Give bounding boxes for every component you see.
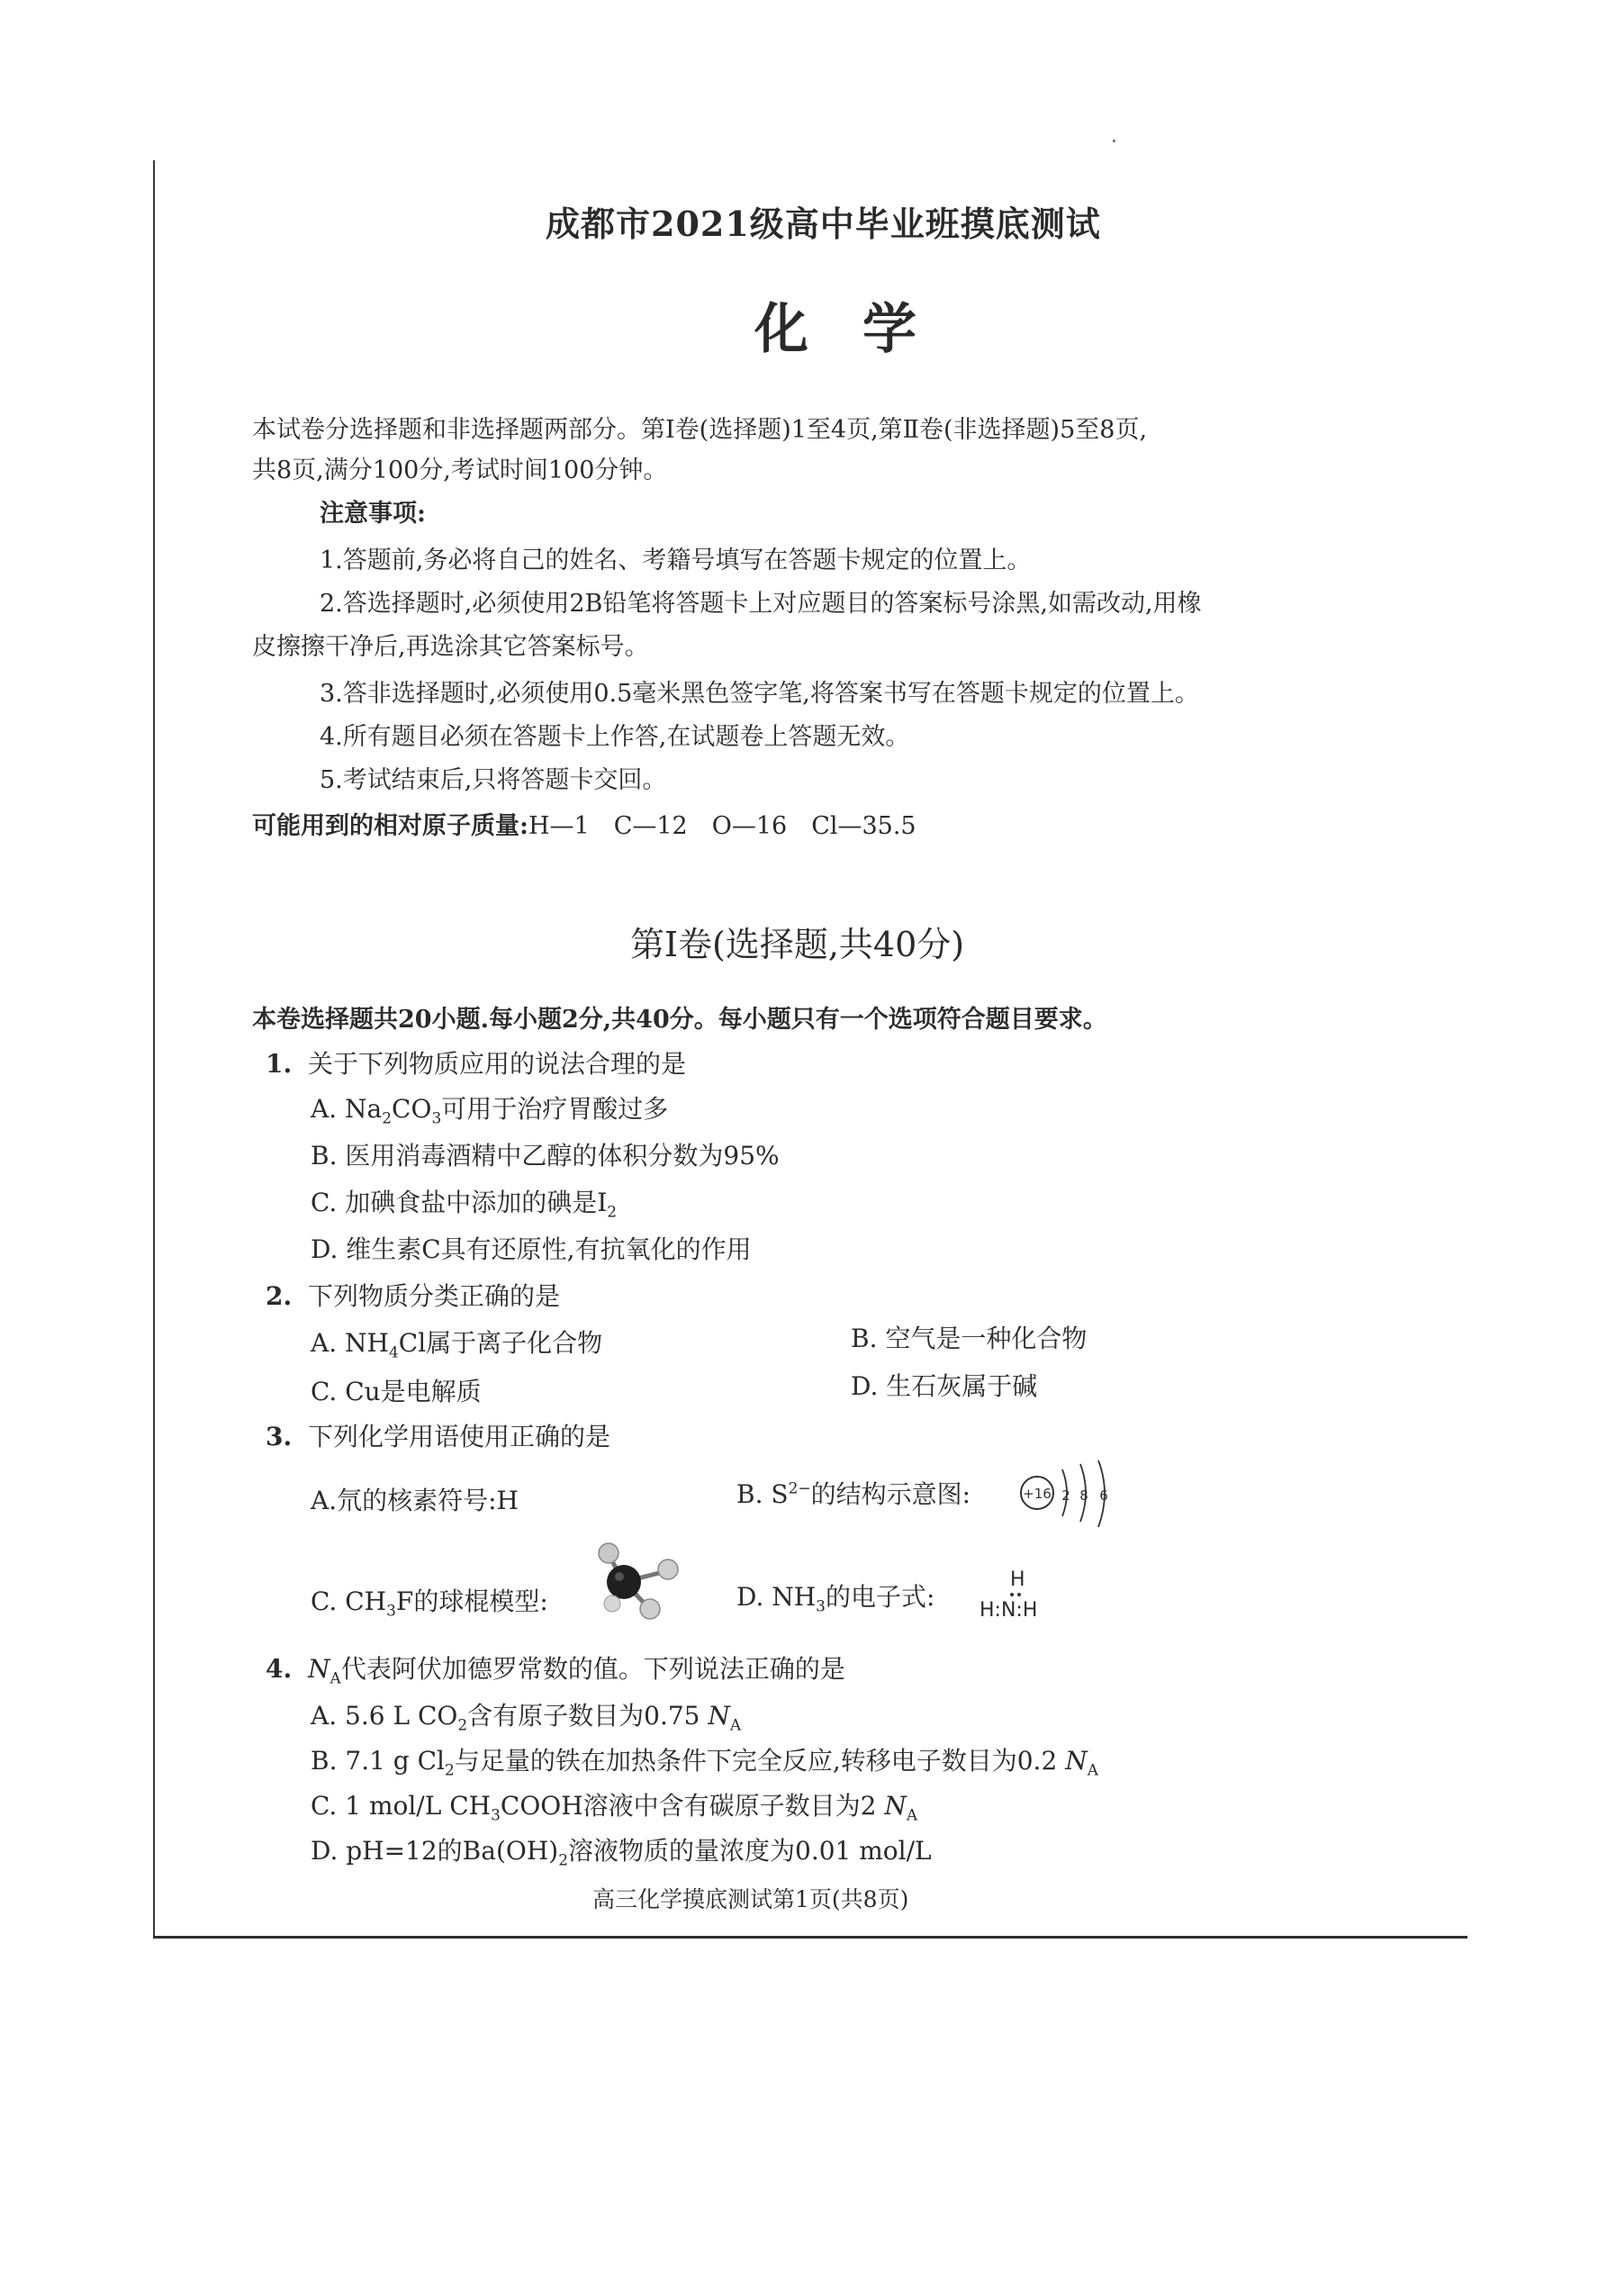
question-4-stem: 4. $N_A$代表阿伏加德罗常数的值。下列说法正确的是 (266, 1654, 845, 1688)
question-number: 4. (266, 1654, 293, 1684)
question-text: 下列物质分类正确的是 (308, 1281, 561, 1311)
page-footer: 高三化学摸底测试第1页(共8页) (592, 1886, 909, 1912)
question-text: 下列化学用语使用正确的是 (308, 1422, 611, 1451)
notice-item: 2.答选择题时,必须使用2B铅笔将答题卡上对应题目的答案标号涂黑,如需改动,用橡 (320, 590, 1202, 618)
question-number: 3. (266, 1422, 293, 1451)
question-2-stem (266, 1277, 560, 1313)
question-number: 2. (266, 1281, 293, 1311)
intro-line-1: 本试卷分选择题和非选择题两部分。第Ⅰ卷(选择题)1至4页,第Ⅱ卷(非选择题)5至8页, (252, 416, 1148, 444)
shell-3-electrons: 6 (1099, 1487, 1108, 1504)
subject-title: 化学 (754, 298, 971, 361)
notice-heading: 注意事项: (320, 500, 426, 528)
question-1-stem (266, 1044, 686, 1080)
shell-2-electrons: 8 (1079, 1487, 1088, 1504)
notice-item: 1.答题前,务必将自己的姓名、考籍号填写在答题卡规定的位置上。 (320, 547, 1032, 574)
left-margin-rule (153, 160, 155, 1939)
sulfur-ion-structure-icon (1012, 1457, 1120, 1538)
question-3-option-d: D. $NH_3$的电子式: (736, 1582, 935, 1616)
nucleus-charge: +16 (1023, 1486, 1052, 1502)
notice-item: 皮擦擦干净后,再选涂其它答案标号。 (252, 633, 649, 661)
question-2-option-c: C. Cu是电解质 (311, 1377, 482, 1406)
ball-and-stick-model-icon (583, 1535, 682, 1625)
question-4-option-d: D. pH=12的$Ba(OH)_2$溶液物质的量浓度为0.01 mol/L (311, 1836, 932, 1870)
section-instruction: 本卷选择题共20小题.每小题2分,共40分。每小题只有一个选项符合题目要求。 (252, 1006, 1107, 1034)
lone-pair-dots-icon (1007, 1590, 1025, 1599)
question-1-option-c: C. 加碘食盐中添加的碘是$I_2$ (311, 1188, 618, 1222)
exam-title: 成都市2021级高中毕业班摸底测试 (546, 203, 1101, 244)
notice-item: 4.所有题目必须在答题卡上作答,在试题卷上答题无效。 (320, 723, 910, 751)
question-3-stem (266, 1417, 610, 1453)
section-title: 第Ⅰ卷(选择题,共40分) (630, 925, 965, 964)
bottom-rule (153, 1936, 1467, 1939)
question-number: 1. (266, 1049, 293, 1079)
atomic-masses (252, 806, 916, 841)
intro-line-2: 共8页,满分100分,考试时间100分钟。 (252, 456, 668, 484)
question-3-option-c: C. $CH_3F$的球棍模型: (311, 1586, 548, 1621)
question-4-option-b: B. 7.1 g $Cl_2$与足量的铁在加热条件下完全反应,转移电子数目为0.2 $N_A$ (311, 1746, 1098, 1780)
notice-item: 3.答非选择题时,必须使用0.5毫米黑色签字笔,将答案书写在答题卡规定的位置上。 (320, 680, 1199, 708)
atomic-masses-values: H—1 C—12 O—16 Cl—35.5 (528, 812, 916, 840)
question-2-option-a: A. $NH_4Cl$属于离子化合物 (311, 1328, 603, 1362)
electron-formula-top: H (1010, 1568, 1025, 1591)
question-2-option-d: D. 生石灰属于碱 (851, 1371, 1038, 1401)
question-3-option-a: A.氘的核素符号:H (311, 1486, 519, 1515)
question-1-option-b: B. 医用消毒酒精中乙醇的体积分数为95% (311, 1141, 780, 1171)
question-text: 代表阿伏加德罗常数的值。下列说法正确的是 (340, 1654, 845, 1684)
question-4-option-a: A. 5.6 L $CO_2$含有原子数目为0.75 $N_A$ (311, 1701, 742, 1735)
shell-1-electrons: 2 (1061, 1487, 1070, 1504)
question-3-option-b: B. $S^{2-}$的结构示意图: (736, 1479, 971, 1509)
electron-formula: H:N:H (980, 1599, 1038, 1622)
question-1-option-a: A. $Na_2CO_3$可用于治疗胃酸过多 (311, 1094, 669, 1128)
notice-item: 5.考试结束后,只将答题卡交回。 (320, 766, 667, 794)
scan-speck (1113, 140, 1115, 142)
question-2-option-b: B. 空气是一种化合物 (851, 1324, 1088, 1353)
atomic-masses-label: 可能用到的相对原子质量: (252, 812, 528, 840)
question-1-option-d: D. 维生素C具有还原性,有抗氧化的作用 (311, 1234, 752, 1264)
question-4-option-c: C. 1 mol/L $CH_3COOH$溶液中含有碳原子数目为2 $N_A$ (311, 1791, 918, 1825)
question-text: 关于下列物质应用的说法合理的是 (308, 1049, 687, 1079)
